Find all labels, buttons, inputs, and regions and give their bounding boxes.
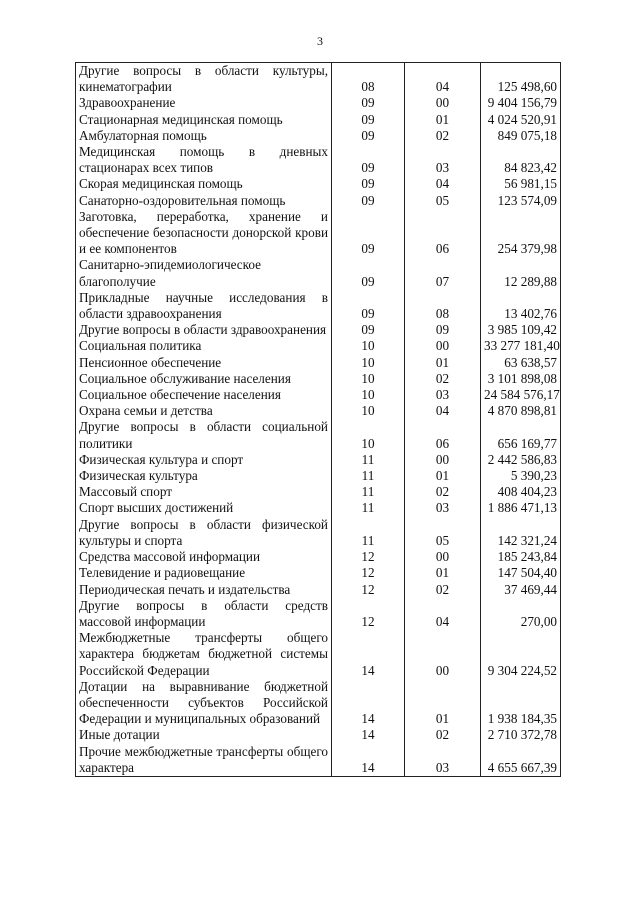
row-amount: 1 886 471,13: [481, 500, 561, 516]
row-amount: 56 981,15: [481, 176, 561, 192]
row-section-code: 09: [332, 144, 405, 176]
row-subsection-code: 00: [405, 549, 481, 565]
row-subsection-code: 06: [405, 209, 481, 258]
row-subsection-code: 04: [405, 598, 481, 630]
row-section-code: 10: [332, 387, 405, 403]
row-amount: 84 823,42: [481, 144, 561, 176]
row-section-code: 08: [332, 63, 405, 96]
row-subsection-code: 01: [405, 112, 481, 128]
row-subsection-code: 01: [405, 355, 481, 371]
row-amount: 37 469,44: [481, 582, 561, 598]
row-name-cell: Другие вопросы в области средств массовой информации: [76, 598, 332, 630]
row-name-cell: Средства массовой информации: [76, 549, 332, 565]
row-amount: 12 289,88: [481, 257, 561, 289]
row-section-code: 09: [332, 176, 405, 192]
row-section-code: 14: [332, 744, 405, 777]
row-name-cell: Другие вопросы в области физической культуры и спорта: [76, 517, 332, 549]
row-subsection-code: 04: [405, 63, 481, 96]
table-row: [76, 598, 561, 630]
row-amount: 656 169,77: [481, 419, 561, 451]
row-name-cell: Социальная политика: [76, 338, 332, 354]
row-amount: 4 870 898,81: [481, 403, 561, 419]
table-row: [76, 403, 561, 419]
row-name-cell: Дотации на выравнивание бюджетной обеспеченности субъектов Российской Федерации и муниципальных образований: [76, 679, 332, 728]
row-subsection-code: 00: [405, 338, 481, 354]
row-section-code: 09: [332, 128, 405, 144]
row-section-code: 11: [332, 484, 405, 500]
row-subsection-code: 03: [405, 744, 481, 777]
table-row: [76, 95, 561, 111]
row-name-cell: Пенсионное обеспечение: [76, 355, 332, 371]
row-subsection-code: 02: [405, 371, 481, 387]
row-amount: 3 985 109,42: [481, 322, 561, 338]
row-section-code: 14: [332, 679, 405, 728]
row-section-code: 09: [332, 290, 405, 322]
table-row: [76, 744, 561, 777]
row-subsection-code: 07: [405, 257, 481, 289]
row-amount: 2 442 586,83: [481, 452, 561, 468]
row-subsection-code: 04: [405, 176, 481, 192]
row-subsection-code: 03: [405, 500, 481, 516]
table-row: [76, 517, 561, 549]
budget-table: [75, 62, 561, 777]
row-amount: 5 390,23: [481, 468, 561, 484]
table-row: [76, 144, 561, 176]
row-section-code: 11: [332, 500, 405, 516]
row-section-code: 10: [332, 403, 405, 419]
row-section-code: 09: [332, 112, 405, 128]
row-subsection-code: 06: [405, 419, 481, 451]
row-name-cell: Физическая культура и спорт: [76, 452, 332, 468]
row-amount: 4 655 667,39: [481, 744, 561, 777]
table-row: [76, 468, 561, 484]
row-amount: 185 243,84: [481, 549, 561, 565]
row-section-code: 11: [332, 452, 405, 468]
row-subsection-code: 03: [405, 144, 481, 176]
row-subsection-code: 00: [405, 452, 481, 468]
row-amount: 63 638,57: [481, 355, 561, 371]
row-amount: 142 321,24: [481, 517, 561, 549]
row-amount: 254 379,98: [481, 209, 561, 258]
row-name-cell: Прочие межбюджетные трансферты общего характера: [76, 744, 332, 777]
row-name-cell: Медицинская помощь в дневных стационарах всех типов: [76, 144, 332, 176]
row-section-code: 11: [332, 468, 405, 484]
row-section-code: 09: [332, 95, 405, 111]
row-subsection-code: 02: [405, 128, 481, 144]
table-row: [76, 338, 561, 354]
table-row: [76, 128, 561, 144]
row-subsection-code: 00: [405, 630, 481, 679]
table-row: [76, 112, 561, 128]
row-amount: 849 075,18: [481, 128, 561, 144]
budget-table-body: [76, 63, 561, 777]
table-row: [76, 193, 561, 209]
row-section-code: 10: [332, 371, 405, 387]
row-amount: 408 404,23: [481, 484, 561, 500]
row-section-code: 14: [332, 630, 405, 679]
row-amount: 123 574,09: [481, 193, 561, 209]
row-amount: 9 404 156,79: [481, 95, 561, 111]
row-subsection-code: 09: [405, 322, 481, 338]
row-subsection-code: 05: [405, 193, 481, 209]
row-subsection-code: 08: [405, 290, 481, 322]
table-row: [76, 500, 561, 516]
row-name-cell: Стационарная медицинская помощь: [76, 112, 332, 128]
row-name-cell: Социальное обслуживание населения: [76, 371, 332, 387]
row-name-cell: Прикладные научные исследования в области здравоохранения: [76, 290, 332, 322]
row-section-code: 10: [332, 355, 405, 371]
row-subsection-code: 05: [405, 517, 481, 549]
row-name-cell: Санаторно-оздоровительная помощь: [76, 193, 332, 209]
row-name-cell: Другие вопросы в области здравоохранения: [76, 322, 332, 338]
table-row: [76, 679, 561, 728]
row-name-cell: Амбулаторная помощь: [76, 128, 332, 144]
row-name-cell: Другие вопросы в области социальной политики: [76, 419, 332, 451]
table-row: [76, 549, 561, 565]
table-row: [76, 257, 561, 289]
row-subsection-code: 00: [405, 95, 481, 111]
row-name-cell: Заготовка, переработка, хранение и обеспечение безопасности донорской крови и ее компонентов: [76, 209, 332, 258]
row-amount: 1 938 184,35: [481, 679, 561, 728]
row-subsection-code: 02: [405, 484, 481, 500]
page-number: 3: [317, 34, 323, 48]
row-amount: 4 024 520,91: [481, 112, 561, 128]
row-amount: 270,00: [481, 598, 561, 630]
table-row: [76, 371, 561, 387]
row-subsection-code: 01: [405, 679, 481, 728]
row-section-code: 14: [332, 727, 405, 743]
row-section-code: 09: [332, 193, 405, 209]
row-name-cell: Санитарно-эпидемиологическое благополучие: [76, 257, 332, 289]
row-amount: 3 101 898,08: [481, 371, 561, 387]
row-section-code: 09: [332, 209, 405, 258]
table-row: [76, 484, 561, 500]
row-amount: 147 504,40: [481, 565, 561, 581]
row-amount: 13 402,76: [481, 290, 561, 322]
row-amount: 33 277 181,40: [481, 338, 561, 354]
table-row: [76, 63, 561, 96]
row-section-code: 09: [332, 322, 405, 338]
row-subsection-code: 02: [405, 582, 481, 598]
row-name-cell: Физическая культура: [76, 468, 332, 484]
row-subsection-code: 03: [405, 387, 481, 403]
row-name-cell: Социальное обеспечение населения: [76, 387, 332, 403]
row-amount: 2 710 372,78: [481, 727, 561, 743]
row-name-cell: Другие вопросы в области культуры, кинематографии: [76, 63, 332, 96]
row-amount: 24 584 576,17: [481, 387, 561, 403]
row-section-code: 11: [332, 517, 405, 549]
row-amount: 125 498,60: [481, 63, 561, 96]
table-row: [76, 209, 561, 258]
row-section-code: 12: [332, 549, 405, 565]
row-subsection-code: 01: [405, 565, 481, 581]
table-row: [76, 582, 561, 598]
row-amount: 9 304 224,52: [481, 630, 561, 679]
table-row: [76, 322, 561, 338]
row-section-code: 09: [332, 257, 405, 289]
row-name-cell: Периодическая печать и издательства: [76, 582, 332, 598]
table-row: [76, 630, 561, 679]
table-row: [76, 387, 561, 403]
row-section-code: 10: [332, 338, 405, 354]
table-row: [76, 452, 561, 468]
table-row: [76, 419, 561, 451]
row-section-code: 12: [332, 598, 405, 630]
row-section-code: 12: [332, 565, 405, 581]
row-name-cell: Телевидение и радиовещание: [76, 565, 332, 581]
row-name-cell: Скорая медицинская помощь: [76, 176, 332, 192]
table-row: [76, 176, 561, 192]
table-row: [76, 355, 561, 371]
row-name-cell: Массовый спорт: [76, 484, 332, 500]
table-row: [76, 565, 561, 581]
row-subsection-code: 04: [405, 403, 481, 419]
row-subsection-code: 01: [405, 468, 481, 484]
row-subsection-code: 02: [405, 727, 481, 743]
row-name-cell: Здравоохранение: [76, 95, 332, 111]
row-name-cell: Спорт высших достижений: [76, 500, 332, 516]
row-name-cell: Межбюджетные трансферты общего характера бюджетам бюджетной системы Российской Федерации: [76, 630, 332, 679]
table-row: [76, 290, 561, 322]
row-name-cell: Охрана семьи и детства: [76, 403, 332, 419]
row-section-code: 10: [332, 419, 405, 451]
row-section-code: 12: [332, 582, 405, 598]
table-row: [76, 727, 561, 743]
row-name-cell: Иные дотации: [76, 727, 332, 743]
